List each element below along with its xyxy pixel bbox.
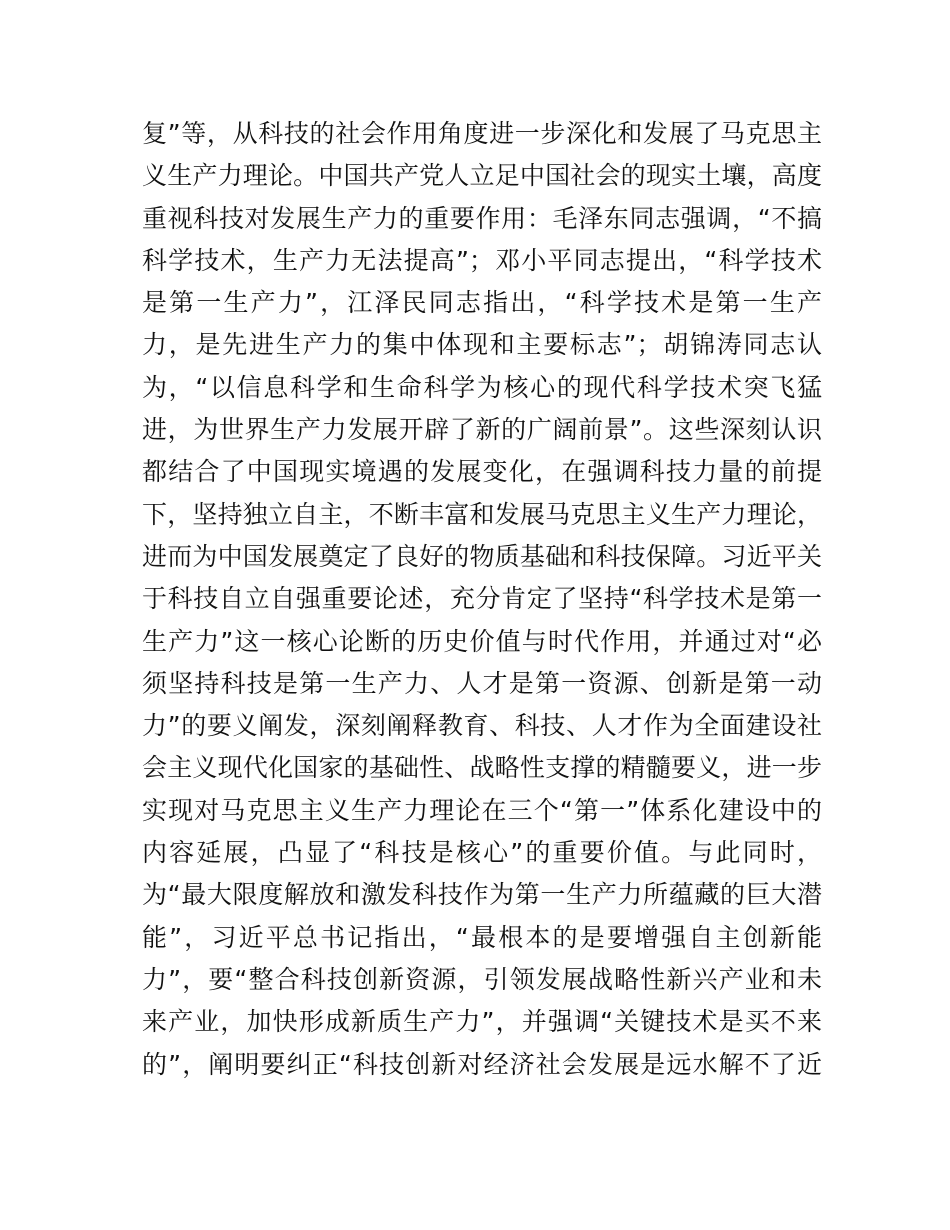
text-line: 力”的要义阐发，深刻阐释教育、科技、人才作为全面建设社 — [142, 711, 822, 741]
text-line: 复”等，从科技的社会作用角度进一步深化和发展了马克思主 — [142, 119, 822, 148]
text-line: 于科技自立自强重要论述，充分肯定了坚持“科学技术是第一 — [142, 584, 822, 614]
text-line: 须坚持科技是第一生产力、人才是第一资源、创新是第一动 — [142, 668, 822, 698]
text-line: 重视科技对发展生产力的重要作用：毛泽东同志强调，“不搞 — [142, 203, 822, 233]
text-line: 力”，要“整合科技创新资源，引领发展战略性新兴产业和未 — [142, 964, 822, 994]
text-line: 是第一生产力”，江泽民同志指出，“科学技术是第一生产 — [142, 288, 822, 318]
text-line: 为，“以信息科学和生命科学为核心的现代科学技术突飞猛 — [142, 372, 822, 402]
body-paragraph — [142, 113, 822, 1086]
text-line: 会主义现代化国家的基础性、战略性支撑的精髓要义，进一步 — [142, 753, 822, 783]
text-line: 进而为中国发展奠定了良好的物质基础和科技保障。习近平关 — [142, 541, 822, 571]
text-line: 进，为世界生产力发展开辟了新的广阔前景”。这些深刻认识 — [142, 415, 822, 445]
text-line: 实现对马克思主义生产力理论在三个“第一”体系化建设中的 — [142, 795, 822, 825]
text-line: 能”，习近平总书记指出，“最根本的是要增强自主创新能 — [142, 922, 822, 952]
text-line: 科学技术，生产力无法提高”；邓小平同志提出，“科学技术 — [142, 245, 822, 275]
text-line: 都结合了中国现实境遇的发展变化，在强调科技力量的前提 — [142, 457, 822, 487]
text-line: 为“最大限度解放和激发科技作为第一生产力所蕴藏的巨大潜 — [142, 880, 822, 910]
text-line: 下，坚持独立自主，不断丰富和发展马克思主义生产力理论， — [142, 499, 822, 529]
text-line: 来产业，加快形成新质生产力”，并强调“关键技术是买不来 — [142, 1007, 822, 1037]
text-line: 力，是先进生产力的集中体现和主要标志”；胡锦涛同志认 — [142, 330, 822, 360]
text-line: 内容延展，凸显了“科技是核心”的重要价值。与此同时， — [142, 838, 822, 868]
text-line: 义生产力理论。中国共产党人立足中国社会的现实土壤，高度 — [142, 161, 822, 191]
text-line: 生产力”这一核心论断的历史价值与时代作用，并通过对“必 — [142, 626, 822, 656]
text-line: 的”，阐明要纠正“科技创新对经济社会发展是远水解不了近 — [142, 1049, 822, 1079]
